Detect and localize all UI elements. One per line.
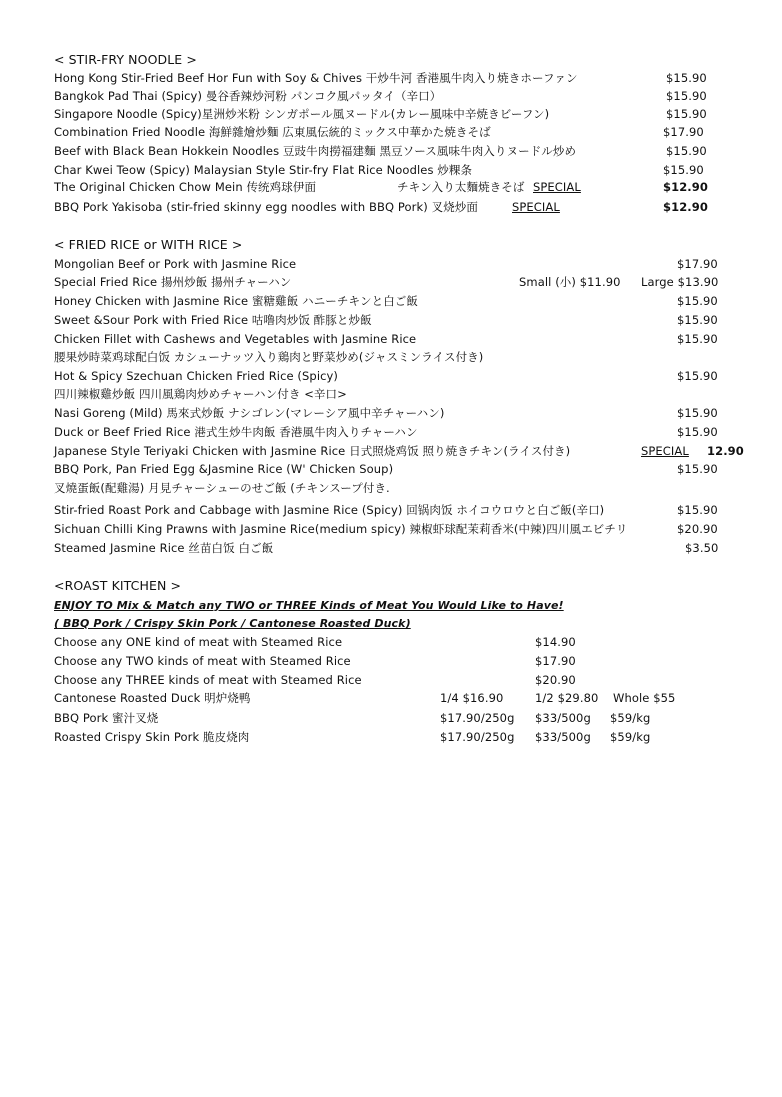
menu-item-name: Hot & Spicy Szechuan Chicken Fried Rice (Spicy) xyxy=(54,369,339,383)
menu-item-name: Hong Kong Stir-Fried Beef Hor Fun with Soy & Chives 干炒牛河 香港風牛肉入り焼きホーファン xyxy=(54,71,578,85)
menu-item-price: $15.90 xyxy=(666,107,707,121)
meat-price-large: $59/kg xyxy=(610,711,651,725)
menu-item-name: The Original Chicken Chow Mein 传统鸡球伊面 xyxy=(54,180,317,194)
menu-item-name: Sweet &Sour Pork with Fried Rice 咕噜肉炒饭 酢豚と炒飯 xyxy=(54,313,372,327)
menu-item-price: $12.90 xyxy=(663,200,708,214)
menu-item-name: Chicken Fillet with Cashews and Vegetables with Jasmine Rice xyxy=(54,332,417,346)
special-badge: SPECIAL xyxy=(533,180,581,194)
menu-item-price: $15.90 xyxy=(677,369,718,383)
section-heading-roast-kitchen: <ROAST KITCHEN > xyxy=(54,578,182,593)
combo-item-name: Choose any ONE kind of meat with Steamed Rice xyxy=(54,635,343,649)
meat-price-small: $17.90/250g xyxy=(440,730,515,744)
menu-item-name: Sichuan Chilli King Prawns with Jasmine Rice(medium spicy) 辣椒虾球配茉莉香米(中辣)四川風エビチリ xyxy=(54,522,628,536)
menu-item-name: BBQ Pork, Pan Fried Egg &Jasmine Rice (W' Chicken Soup) xyxy=(54,462,394,476)
meat-item-name: Roasted Crispy Skin Pork 脆皮烧肉 xyxy=(54,730,250,744)
menu-item-name: 腰果炒時菜鸡球配白饭 カシューナッツ入り鶏肉と野菜炒め(ジャスミンライス付き) xyxy=(54,350,484,364)
menu-item-price: $15.90 xyxy=(666,71,707,85)
menu-item-name: Combination Fried Noodle 海鮮雜燴炒麵 広東風伝統的ミックス中華かた焼きそば xyxy=(54,125,491,139)
menu-item-price: $20.90 xyxy=(677,522,718,536)
meat-price-small: $17.90/250g xyxy=(440,711,515,725)
menu-item-price: $15.90 xyxy=(677,425,718,439)
combo-item-name: Choose any THREE kinds of meat with Steamed Rice xyxy=(54,673,362,687)
menu-item-price: $15.90 xyxy=(677,313,718,327)
menu-item-price: $12.90 xyxy=(663,180,708,194)
menu-item-jp-name: チキン入り太麵焼きそば xyxy=(397,180,525,194)
menu-item-price: $15.90 xyxy=(666,144,707,158)
menu-item-name: Steamed Jasmine Rice 丝苗白饭 白ご飯 xyxy=(54,541,274,555)
roast-meat-options: ( BBQ Pork / Crispy Skin Pork / Cantonese Roasted Duck) xyxy=(54,617,411,630)
meat-item-name: Cantonese Roasted Duck 明炉烧鸭 xyxy=(54,691,251,705)
menu-item-price: $17.90 xyxy=(663,125,704,139)
menu-item-name: Duck or Beef Fried Rice 港式生炒牛肉飯 香港風牛肉入りチャーハン xyxy=(54,425,418,439)
menu-item-name: Stir-fried Roast Pork and Cabbage with Jasmine Rice (Spicy) 回锅肉饭 ホイコウロウと白ご飯(辛口) xyxy=(54,503,605,517)
meat-price-large: $59/kg xyxy=(610,730,651,744)
menu-item-price: $15.90 xyxy=(677,462,718,476)
section-heading-fried-rice: < FRIED RICE or WITH RICE > xyxy=(54,237,243,252)
roast-note: ENJOY TO Mix & Match any TWO or THREE Kinds of Meat You Would Like to Have! xyxy=(54,599,564,612)
meat-price-large: Whole $55 xyxy=(613,691,676,705)
meat-price-medium: $33/500g xyxy=(535,730,591,744)
combo-item-price: $14.90 xyxy=(535,635,576,649)
meat-price-medium: $33/500g xyxy=(535,711,591,725)
menu-item-name: Mongolian Beef or Pork with Jasmine Rice xyxy=(54,257,297,271)
menu-item-price: $15.90 xyxy=(677,294,718,308)
special-badge: SPECIAL xyxy=(512,200,560,214)
menu-item-name: BBQ Pork Yakisoba (stir-fried skinny egg noodles with BBQ Pork) 叉烧炒面 xyxy=(54,200,479,214)
menu-item-price: $15.90 xyxy=(677,332,718,346)
menu-item-name: 叉燒蛋飯(配雞湯) 月見チャーシューのせご飯 (チキンスープ付き. xyxy=(54,481,390,495)
combo-item-price: $20.90 xyxy=(535,673,576,687)
menu-item-price: 12.90 xyxy=(707,444,744,458)
meat-item-name: BBQ Pork 蜜汁叉烧 xyxy=(54,711,159,725)
menu-item-price: $3.50 xyxy=(685,541,719,555)
menu-item-price: $15.90 xyxy=(677,406,718,420)
menu-item-name: Special Fried Rice 揚州炒飯 揚州チャーハン xyxy=(54,275,292,289)
menu-item-name: 四川辣椒雞炒飯 四川風鶏肉炒めチャーハン付き <辛口> xyxy=(54,387,347,401)
menu-item-price: $15.90 xyxy=(666,89,707,103)
menu-item-name: Singapore Noodle (Spicy)星洲炒米粉 シンガポール風ヌードル(カレー風味中辛焼きビーフン) xyxy=(54,107,550,121)
menu-item-name: Honey Chicken with Jasmine Rice 蜜糖雞飯 ハニーチキンと白ご飯 xyxy=(54,294,418,308)
menu-item-name: Japanese Style Teriyaki Chicken with Jasmine Rice 日式照烧鸡饭 照り焼きチキン(ライス付き) xyxy=(54,444,571,458)
special-badge: SPECIAL xyxy=(641,444,689,458)
menu-item-price: $15.90 xyxy=(663,163,704,177)
menu-item-name: Beef with Black Bean Hokkein Noodles 豆豉牛肉撈福建麵 黑豆ソース風味牛肉入りヌードル炒め xyxy=(54,144,577,158)
menu-item-name: Nasi Goreng (Mild) 馬來式炒飯 ナシゴレン(マレーシア風中辛チャーハン) xyxy=(54,406,445,420)
meat-price-small: 1/4 $16.90 xyxy=(440,691,504,705)
menu-item-price: $17.90 xyxy=(677,257,718,271)
menu-item-price-large: Large $13.90 xyxy=(641,275,719,289)
menu-item-price: $15.90 xyxy=(677,503,718,517)
menu-item-name: Bangkok Pad Thai (Spicy) 曼谷香辣炒河粉 パンコク風パッタイ（辛口） xyxy=(54,89,442,103)
combo-item-price: $17.90 xyxy=(535,654,576,668)
menu-item-name: Char Kwei Teow (Spicy) Malaysian Style Stir-fry Flat Rice Noodles 炒粿条 xyxy=(54,163,473,177)
section-heading-stir-fry: < STIR-FRY NOODLE > xyxy=(54,52,197,67)
combo-item-name: Choose any TWO kinds of meat with Steamed Rice xyxy=(54,654,351,668)
menu-item-price-small: Small (小) $11.90 xyxy=(519,275,621,289)
meat-price-medium: 1/2 $29.80 xyxy=(535,691,599,705)
